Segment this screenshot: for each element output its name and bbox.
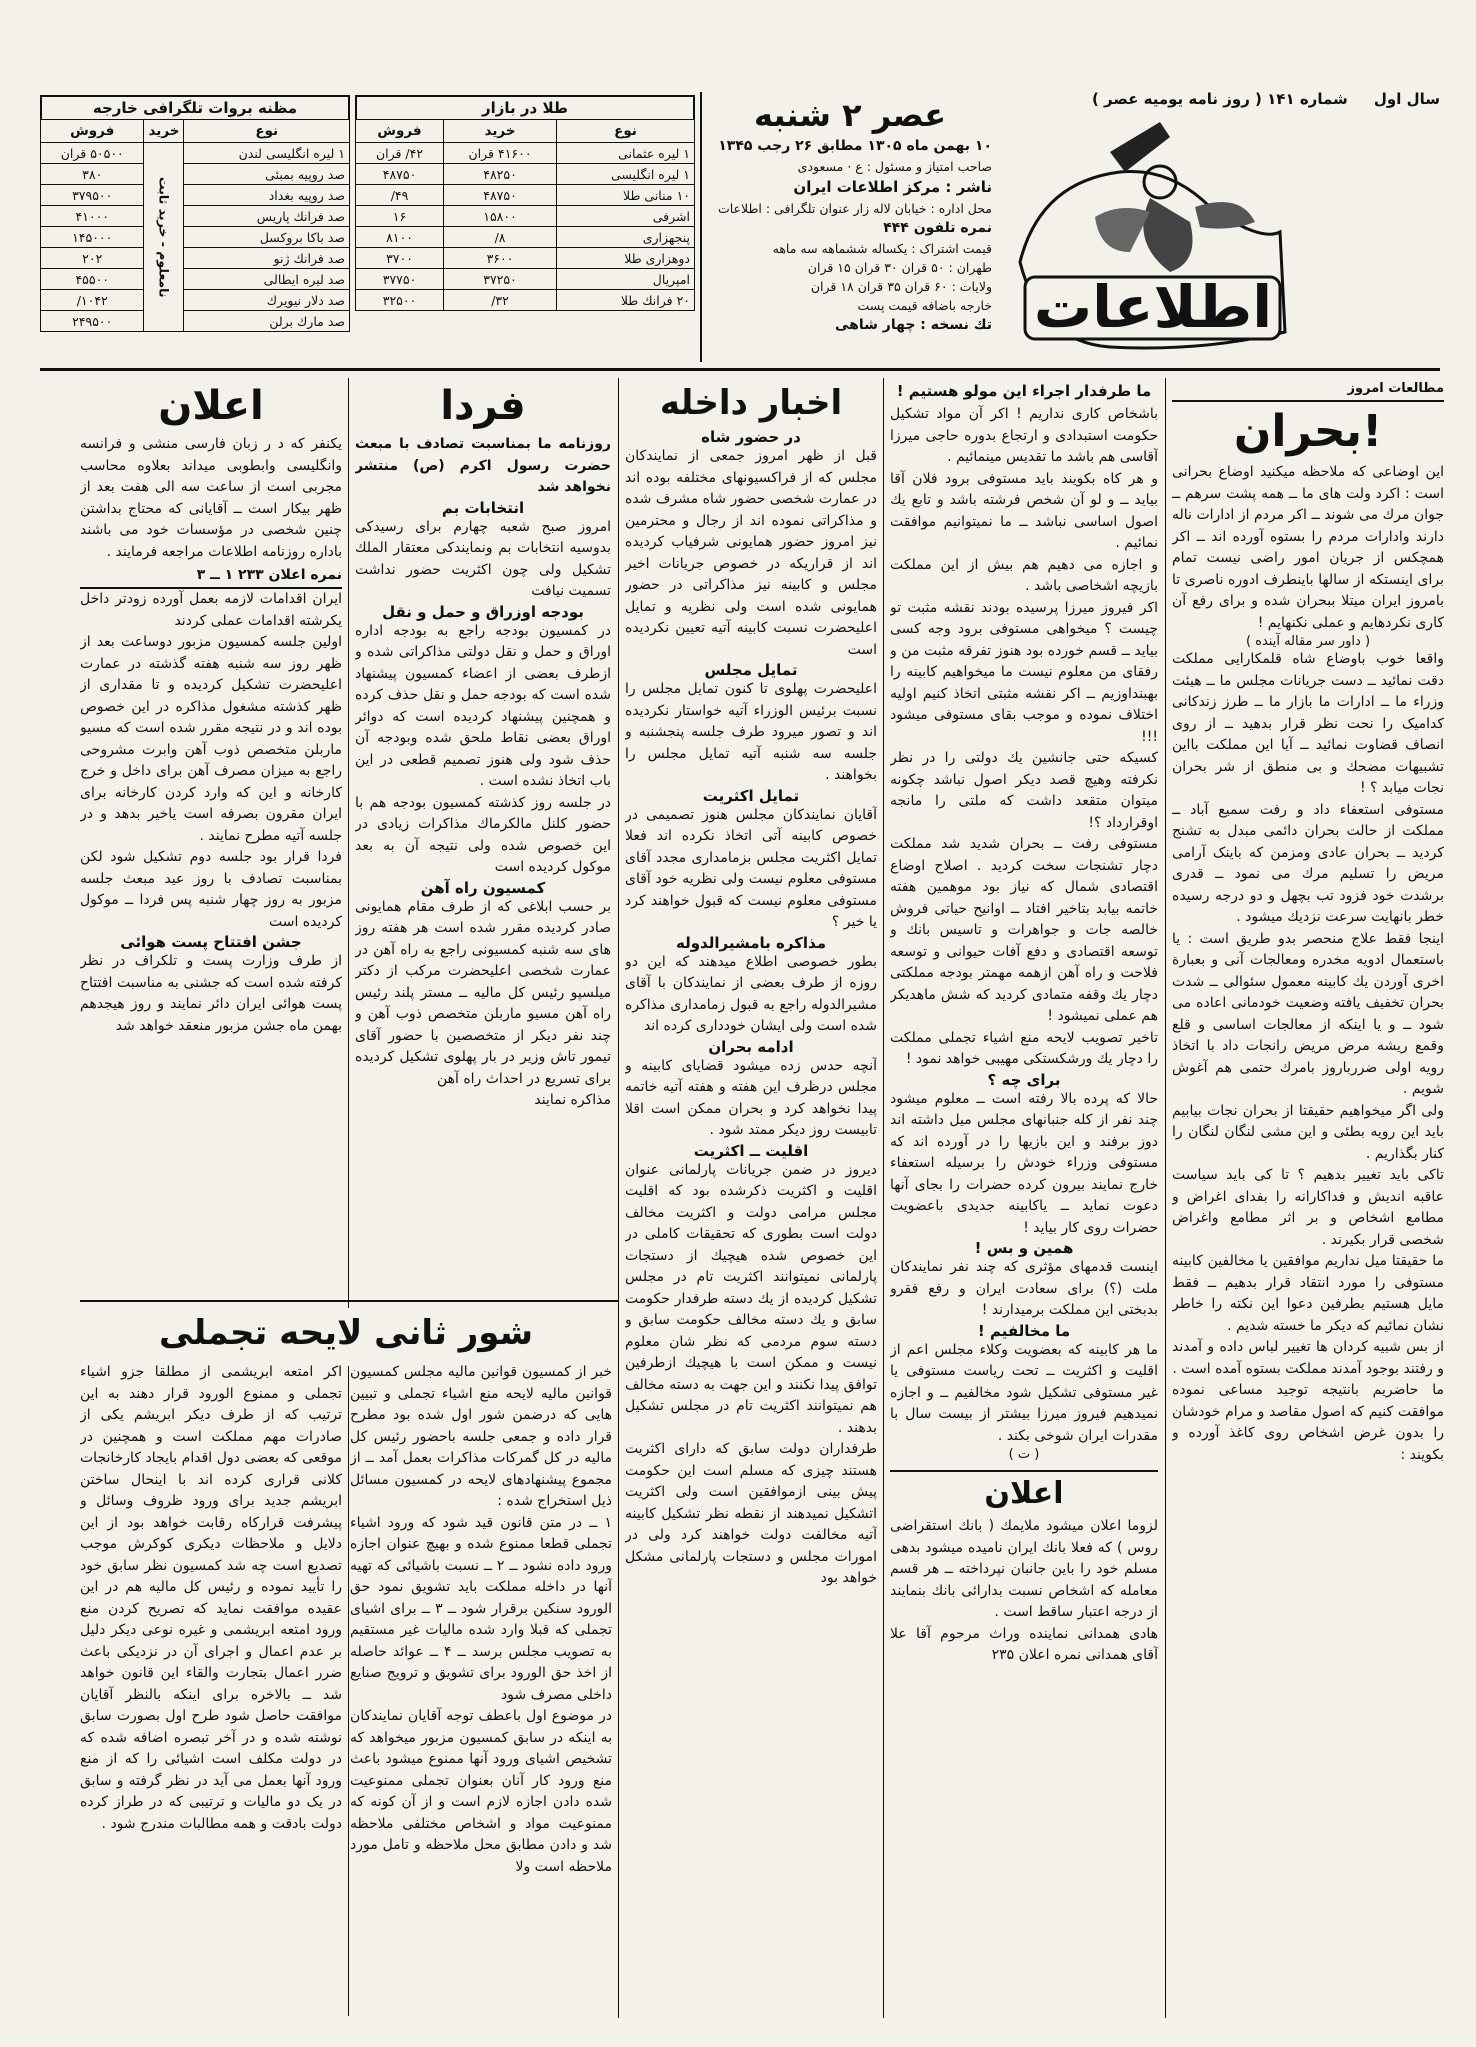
- buy-note: نامعلوم - خرید ثابت: [144, 143, 184, 332]
- table-cell: صد روپیه بمبئی: [184, 164, 350, 185]
- table-cell: ۸۱۰۰: [356, 227, 444, 248]
- table-cell: اشرفی: [557, 206, 695, 227]
- table-cell: ۳۸۰: [41, 164, 144, 185]
- paragraph: در جلسه روز کذشته کمسیون بودجه هم با حضور کلنل مالکرماك مذاکرات زیادی در این خصوص شده ولی نتیجه آن به بعد موکول کردیده است: [355, 794, 611, 875]
- table-row: [41, 248, 350, 269]
- article-title: فردا: [440, 383, 526, 429]
- paragraph: این اوضاعی که ملاحظه میکنید اوضاع بحرانی است : اکرد ولت های ما ــ همه پشت سرهم ــ جوان مرك می شوند ــ اکر مردم از ادارات ناله دارند وادارات مردم را بستوه آورده اند ــ اکر همچکس از جریان امور راضی نیست تمام برای اینستکه از سالها باینطرف ادوره ناصری تا بامروز ایران میتلا ببحران شده و برای رفع آن کاری نکردهایم و عملی نکنهایم !: [1172, 464, 1444, 631]
- col-buy: خرید: [144, 120, 184, 143]
- table-cell: ۴۸۲۵۰: [444, 164, 557, 185]
- paragraph: و اجازه می دهیم هم بیش از این مملکت بازیچه اشخاصی باشد .: [890, 556, 1158, 594]
- table-cell: ۳۲۵۰۰: [356, 290, 444, 311]
- exchange-rates-box: [40, 95, 350, 332]
- gold-price-table: [355, 119, 695, 311]
- table-cell: ۱۶: [356, 206, 444, 227]
- table-cell: ۱۰۴۲/: [41, 290, 144, 311]
- table-row: [41, 206, 350, 227]
- phone-line: نمره تلفون ۴۴۴: [883, 220, 992, 236]
- table-row: [356, 290, 695, 311]
- paragraph: بطور خصوصی اطلاع میدهند که این دو روزه از طرف بعضی از نمایندکان با آقای مشیرالدوله راجع به قبول زمامداری مذاکره شده است ولی ایشان خودداری کرده اند: [625, 953, 877, 1034]
- paragraph: باشخاص کاری نداریم ! اکر آن مواد تشکیل حکومت استبدادی و ارتجاع بدوره حاجی میرزا آقاسی هم باشد ما تقدیس مینمائیم .: [890, 406, 1158, 465]
- paragraph: تاخیر تصویب لایحه منع اشیاء تجملی مملکت را دچار یك ورشکستکی مهیبی خواهد نمود !: [890, 1029, 1158, 1067]
- column-editorial: [890, 378, 1158, 2018]
- table-cell: ۱ لیره انگلیسی لندن: [184, 143, 350, 164]
- table-cell: دوهزاری طلا: [557, 248, 695, 269]
- paragraph: اکر فیروز میرزا پرسیده بودند نقشه مثبت تو چیست ؟ میخواهی مستوفی برود وجه کسی بیاید ــ قسم خورده بود هنوز تفرقه مثبت من و رفقای من معلوم نیست ما میخواهیم کابینه را بهبنداوزیم ــ اکر نقشه مثبتی اتخاذ کنیم اولیه اختلاف نموده و موجب بقای مستوفی میشود !!!: [890, 599, 1158, 745]
- subheading: جشن افتتاح پست هوائی: [120, 933, 302, 951]
- subscription-heading: قیمت اشتراک : یکساله ششماهه سه ماهه: [772, 241, 992, 256]
- table-row: [356, 227, 695, 248]
- ad-box: [890, 1470, 1158, 1667]
- subheading: ما مخالفیم !: [977, 1321, 1071, 1340]
- paragraph: دیروز در ضمن جریانات پارلمانی عنوان اقلیت و اکثریت ذکرشده بود که اقلیت مجلس مرامی دولت و اکثریت مخالف دولت است بطوری که تحقیقات کاملی در این خصوص شده هیچیك از دستجات پارلمانی نمیتوانند اکثریت تام در مجلس تشکیل کردیده از یك دسته طرفدار حکومت سابق و یك دسته مخالف حکومت سابق و دسته سوم مردمی که نظر شان معلوم نیست و ممکن است با هیچیك ازطرفین توافق پیدا نکنند و این جهت به دسته مخالف هم نمیتوانند اکثریت تام در مجلس تشکیل بدهند .: [625, 1161, 877, 1436]
- masthead-top-line: [1020, 90, 1440, 108]
- table-row: [356, 164, 695, 185]
- table-row: [356, 248, 695, 269]
- paragraph: قبل از ظهر امروز جمعی از نمایندکان مجلس که از فراکسیونهای مختلفه بوده اند در عمارت شخصی حضور شاه مشرف شده و مذاکراتی نموده اند از رجال و محترمین نیز امروز حضور همایونی شرفیاب کردیده اند از قراریکه در خصوص جریانات اخیر مجلس و کابینه نیز مذاکراتی در حضور همایونی شده است ولی نظریه و تمایل اعلیحضرت نسبت کابینه آتیه تعیین نکردیده است: [625, 448, 877, 658]
- issue-date: ۱۰ بهمن ماه ۱۳۰۵ مطابق ۲۶ رجب ۱۳۴۵: [718, 138, 992, 154]
- single-copy-price: تك نسخه : چهار شاهی: [834, 317, 992, 333]
- table-row: [41, 311, 350, 332]
- col-type: نوع: [557, 120, 695, 143]
- table-cell: صد لیره ایطالی: [184, 269, 350, 290]
- subheading: ادامه بحران: [708, 1037, 794, 1056]
- paragraph: ما حاضریم بانتیجه توجید مساعی نموده موافقت کنیم که اصول مقاصد و مرام خودشان را بدون غرض اشخاص روی کاغذ آورده و بکویند :: [1172, 1382, 1444, 1463]
- table-row: [356, 143, 695, 164]
- subheading: بودجه اوزراق و حمل و نقل: [382, 602, 584, 621]
- table-row: [41, 143, 350, 164]
- paragraph: در کمسیون بودجه راجع به بودجه اداره اوراق و حمل و نقل دولتی مذاکراتی شده و ازطرف بعضی از اعضاء کمسیون پیشنهاد شده است که بودجه حمل و نقل حذف کرده و همچنین پیشنهاد کردیده است که دوائر اوراق بعضی نقاط ملحق شده وبودجه آن حذف شود ولی هنوز تصمیم قطعی در این باب اتخاذ نشده است .: [355, 622, 611, 789]
- lower-right-column: [350, 1362, 612, 2012]
- table-cell: ۴۱۰۰۰: [41, 206, 144, 227]
- table-row: [41, 227, 350, 248]
- masthead-info: [708, 95, 992, 340]
- paragraph: اینست قدمهای مؤثری که چند نفر نمایندکان ملت (؟) برای سعادت ایران و رفع فقرو بدبختی این مملکت برمیدارند !: [890, 1259, 1158, 1318]
- subheading: مذاکره بامشیرالدوله: [676, 933, 826, 952]
- paragraph: خبر از کمسیون قوانین مالیه مجلس کمسیون قوانین مالیه لایحه منع اشیاء تجملی و تبیین هایی که درضمن شور اول شده بود مطرح قرار داده و جمعی جلسه باحضور رئیس کل مالیه در کل گمرکات مذاکرات بعمل آمد ــ از مجموع پیشنهادهای لایحه در کمسیون مسائل ذیل استخراج شده :: [350, 1364, 612, 1509]
- table-cell: صد مارك برلن: [184, 311, 350, 332]
- table-row: [356, 185, 695, 206]
- year-label: سال اول: [1373, 90, 1440, 108]
- paragraph: آنچه حدس زده میشود قضایای کابینه و مجلس درظرف این هفته و هفته آتیه خاتمه پیدا نخواهد کرد و بحران ممکن است اقلا تابیست روز دیکر ممتد شود .: [625, 1057, 877, 1138]
- issue-label: شماره ۱۴۱ ( روز نامه یومیه عصر ): [1091, 90, 1348, 108]
- table-cell: ۲۰ فرانك طلا: [557, 290, 695, 311]
- paragraph: واقعا خوب باوضاع شاه قلمکارایی مملکت دقت نمائید ــ دست جریانات مجلس ما ــ هیئت وزراء ما ــ ادارات ما بازار ما ــ طرز زندکانی کدامیک را نحت نظر قرار بدهید ــ از روی انصاف قضاوت نمائید ــ آیا این مملکت بااین تشبیهات مضحك و بی منطق از شر بحران نجات میابد ؟ !: [1172, 651, 1444, 796]
- paragraph: در موضوع اول باعطف توجه آقایان نمایندکان به اینکه در سابق کمسیون مزبور میخواهد که تشخیص اشیای ورود آنها ممنوع میشود باعث منع ورود کار آنان بعنوان تجملی ممنوعیت شده دادن اجازه لازم است و از آن کونه که ممنوعیت مواد و اشخاص مختلفی ملاحظه شد و دادن مطابق محل ملاحظه و تامل مورد ملاحظه است ولا: [350, 1708, 612, 1875]
- paragraph: اینجا فقط علاج منحصر بدو طریق است : یا باستعمال ادویه مخدره ومعالجات آنی و بعبارة اخری آوردن یك کابینه معمول سئوالی ــ شدت بحران تخفیف یافته وضعیت خودمانی اعاده می شود ــ و یا اینکه از معالجات اساسی و قلع وقمع ریشه مرض مریض رانجات داد با اتخاذ رویه اولی ضررباروز بامرك حتمی هم آغوش شویم .: [1172, 930, 1444, 1097]
- table-row: [41, 164, 350, 185]
- table-row: [41, 269, 350, 290]
- ad-title: اعلان: [158, 383, 264, 429]
- table-row: [41, 185, 350, 206]
- exchange-table-title: مظنه بروات تلگرافی خارجه: [40, 95, 350, 119]
- col-buy: خرید: [444, 120, 557, 143]
- table-cell: ۳۷۷۵۰: [356, 269, 444, 290]
- subheading: اقلیت ــ اکثریت: [693, 1141, 809, 1160]
- paragraph: تاکی باید تغییر بدهیم ؟ تا کی باید سیاست عاقبه اندیش و فداکارانه را بفدای اغراض و مطامع اشخاص و بر اثر مطامع واغراض شخصی قرار بکیرند .: [1172, 1167, 1444, 1248]
- section-kicker: مطالعات امروز: [1172, 378, 1444, 402]
- article-title: ما طرفدار اجراء این مولو هستیم !: [896, 382, 1152, 400]
- subheading: انتخابات بم: [441, 498, 525, 517]
- edition-title: عصر ۲ شنبه: [753, 96, 947, 134]
- table-cell: ۱۰ منانی طلا: [557, 185, 695, 206]
- paragraph: از طرف وزارت پست و تلکراف در نظر کرفته شده است که جشنی به مناسبت افتتاح پست هوائی ایران دائر نمایند و روز هیجدهم بهمن ماه جشن مزبور منعقد خواهد شد: [80, 953, 342, 1034]
- table-cell: ۱۴۵۰۰۰: [41, 227, 144, 248]
- price-abroad: خارجه باضافه قیمت پست: [857, 298, 992, 313]
- subheading: برای چه ؟: [987, 1070, 1061, 1089]
- subheading: تمایل اکثریت: [702, 786, 800, 805]
- table-cell: ۳۷۲۵۰: [444, 269, 557, 290]
- article-title: شور ثانی لایحه تجملی: [158, 1313, 534, 1353]
- subheading: کمسیون راه آهن: [420, 878, 546, 897]
- paragraph: اکر امتعه ابریشمی از مطلقا جزو اشیاء تجملی و ممنوع الورود قرار دهند به این ترتیب که از طرف دیکر ابریشم یکی از صادرات مهم مملکت است و همچنین در موقعی که بعضی دول اقدام بایجاد کارخانجات کلانی قراری کرده اند با اینحال ساختن ابریشم جدید برای ورود ظروف وسائل و پیشرفت قرارکاه رقابت خواهد بود از این دلایل و ملاحظات دیکری کوکرش موجب تصدیع است چه شد کمسیون نظر سابق خود را تأیید نموده و رئیس کل مالیه هم در این عقیده موافقت نماید که تصریح کردن منع ورود امتعه ابریشمی و غیره نوعی دیکر دلیل بر عدم اعمال و اجرای آن در نزدیکی باعث ضرر اعمال بتجارت والقاء این قانون خواهد شد ــ بالاخره برای اینکه بالنظر آقایان موافقت حاصل شود طرح اول بصورت سابق نوشته شده و در آخر تبصره اضافه شده که در دولت مکلف است اشیائی را که از منع ورود آنها بعمل می آید در نظر گرفته و سابق در یک دو مالیات و ترتیبی که در طراز کرده دولت بادقت و همه مطالبات مندرج شود .: [80, 1364, 342, 1832]
- paragraph: مستوفی رفت ــ بحران شدید شد مملکت دچار تشنجات سخت کردید . اصلاح اوضاع اقتصادی شمال که نیاز بود موهمین هفته خاتمه بیابد بتاخیر افتاد ــ اوانیح حیاتی فروش خالصه جات و جواهرات و تاسیس بانك و توسعه اقتصادی و دفع آفات حیوانی و توسعه فلاحت و راه آهن ازهمه مهمتر بودجه مملکتی دچار یك وقفه متمادی کردید که شش ماهدیکر هم عملی نمیشود !: [890, 836, 1158, 1024]
- table-cell: صد فرانك پاریس: [184, 206, 350, 227]
- table-cell: صد دلار نیویرك: [184, 290, 350, 311]
- subheading: در حضور شاه: [701, 428, 801, 446]
- table-cell: پنجهزاری: [557, 227, 695, 248]
- table-row: [356, 206, 695, 227]
- byline: ( داور سر مقاله آینده ): [1245, 634, 1371, 649]
- table-cell: ۵۰۵۰۰ قران: [41, 143, 144, 164]
- table-cell: صد فرانك ژنو: [184, 248, 350, 269]
- owner-line: صاحب امتیاز و مسئول : ع · مسعودی: [797, 159, 992, 174]
- paragraph: هادی همدانی نماینده وراث مرحوم آقا علا آقای همدانی نمره اعلان ۲۳۵: [890, 1625, 1158, 1663]
- ad-title: اعلان: [984, 1476, 1064, 1511]
- paragraph: و هر کاه بکویند باید مستوفی برود فلان آقا بیاید ــ و لو آن شخص فرشته باشد و تابع یك اصول اساسی نباشد ــ ما نمیتوانیم موافقت نمائیم .: [890, 470, 1158, 551]
- exchange-rate-table: [40, 119, 350, 332]
- gold-table-title: طلا در بازار: [355, 95, 695, 119]
- paragraph: مذاکره نمایند: [534, 1092, 611, 1108]
- table-cell: امپریال: [557, 269, 695, 290]
- table-cell: ۳۷۰۰: [356, 248, 444, 269]
- paragraph: بر حسب ابلاغی که از طرف مقام همایونی صادر کردیده مقرر شده است هر هفته روز های سه شنبه کمسیونی راجع به راه آهن در عمارت شخصی اعلیحضرت مرکب از دکتر میلسپو رئیس کل مالیه ــ مستر پلند رئیس راه آهن مسیو ماربلن متخصص ذوب آهن و چند نفر دیکر از متخصصین با حضور آقای تیمور تاش وزیر در بار پهلوی تشکیل کردیده برای تسریع در احداث راه آهن: [355, 898, 611, 1087]
- subheading: تمایل مجلس: [704, 661, 798, 679]
- table-cell: ۱ لیره عثمانی: [557, 143, 695, 164]
- paragraph: اعلیحضرت پهلوی تا کنون تمایل مجلس را نسبت برئیس الوزراء آتیه خواستار نکردیده اند و تصور میرود طرف جلسه پنجشنبه و جلسه سه شنبه آتیه تمایل مجلس را بخواهند .: [625, 681, 877, 783]
- paragraph: مستوفی استعفاء داد و رفت سمیع آباد ــ مملکت از حالت بحران دائمی مبدل به تشنج کردید ــ بحران عادی ومزمن که باینک آرامی مریض را تسلیم مرك می نمود ــ قدری برشدت خود فزود تب بچهل و دو درجه رسیده خطر بانهایت سرعت نزدیك میشود .: [1172, 801, 1444, 925]
- article-luxury-bill: [80, 1306, 612, 2018]
- column-bohran: [1172, 378, 1444, 2018]
- paragraph: حالا که پرده بالا رفته است ــ معلوم میشود چند نفر از کله جنبانهای مجلس میل داشته اند دوز برفند و این بازیها را در آورده اند که مستوفی وزراء خودش را برسیله استعفاء خارج نمایند بیرون کرده حضرات را بجای آنها دعوت نماید ــ یاکابینه جدیدی باعضویت حضرات روی کار بیاید !: [890, 1090, 1158, 1236]
- table-cell: ۱ لیره انگلیسی: [557, 164, 695, 185]
- paragraph: آقایان نمایندکان مجلس هنوز تصمیمی در خصوص کابینه آتی اتخاذ نکرده اند فعلا تمایل اکثریت مجلس بزمامداری مجدد آقای مستوفی معلوم نیست ولی نظریه خود آقای مستوفی معلوم نیست که قبول خواهند کرد یا خیر ؟: [625, 806, 877, 930]
- paragraph: اولین جلسه کمسیون مزبور دوساعت بعد از ظهر روز سه شنبه هفته گذشته در عمارت اعلیحضرت تشکیل کردیده و تا مقداری از ظهر کذشته مشغول مذاکره در این خصوص بوده اند و در نتیجه مقرر شده است که مسیو ماربلن متخصص ذوب آهن وابرت مشروحی راجع به میزان مصرف آهن برای داخل و خرج کارخانه و این که وارد کردن کارخانه برای ایران مقرون بصرفه است یاخیر بدهد و در جلسه آتیه مطرح نمایند .: [80, 634, 342, 844]
- paragraph: ۱ ــ در متن قانون قید شود که ورود اشیاء تجملی قطعا ممنوع شده و بهیچ عنوان اجازه ورود داده نشود ــ ۲ ــ نسبت باشیائی که تهیه آنها در داخله مملکت باید تشویق نمود حق الورود سنکین برقرار شود ــ ۳ ــ برای اشیای تجملی که قبلا وارد شده مالیات غیر مستقیم به تصویب مجلس برسد ــ ۴ ــ عوائد حاصله از اخذ حق الورود برای تشویق و ترویج صنایع داخلی مصرف شود: [350, 1514, 612, 1703]
- paragraph: از بس شبیه کردان ها تغییر لباس داده و آمدند و رفتند بوجود آمدند مملکت بستوه آمده است .: [1172, 1339, 1444, 1377]
- table-row: [41, 290, 350, 311]
- publisher-line: ناشر : مرکز اطلاعات ایران: [793, 178, 992, 196]
- table-cell: ۴۸۷۵۰: [444, 185, 557, 206]
- paragraph: ما حقیقتا میل نداریم موافقین یا مخالفین کابینه مستوفی را مورد انتقاد قرار بدهیم ــ فقط مایل هستیم بطرفین دعوا این نکته را خاطر نشان نمائیم که دیکر ما خسته شدیم .: [1172, 1253, 1444, 1334]
- signature: ( ت ): [1008, 1447, 1040, 1462]
- column-ads: [80, 378, 342, 1298]
- ad-reference: نمره اعلان ۲۳۳ ۱ ــ ۳: [80, 563, 342, 589]
- table-cell: صد باکا بروکسل: [184, 227, 350, 248]
- gold-market-box: [355, 95, 695, 311]
- paragraph: یکنفر که د ر زبان فارسی منشی و فرانسه وانگلیسی وابطوبی میداند بعلاوه محاسب مجربی است از ساعت سه الی هفت بعد از ظهر بیکار است ــ آقایانی که محتاج بداشتن چنین شخصی در مؤسسات خود می باشند باداره روزنامه اطلاعات مراجعه فرمایند .: [80, 436, 342, 560]
- table-cell: ۱۵۸۰۰: [444, 206, 557, 227]
- col-type: نوع: [184, 120, 350, 143]
- paragraph: ایران اقدامات لازمه بعمل آورده زودتر داخل یکرشته اقدامات عملی کردند: [80, 591, 342, 629]
- table-cell: ۳۲/: [444, 290, 557, 311]
- table-cell: ۴۸۷۵۰: [356, 164, 444, 185]
- table-row: [356, 269, 695, 290]
- table-cell: ۸/: [444, 227, 557, 248]
- table-cell: ۳۷۹۵۰۰: [41, 185, 144, 206]
- subheading: همین و بس !: [974, 1239, 1074, 1257]
- table-cell: ۴۹/: [356, 185, 444, 206]
- col-sell: فروش: [41, 120, 144, 143]
- table-cell: ۲۰۲: [41, 248, 144, 269]
- price-provinces: ولایات : ۶۰ قران ۳۵ قران ۱۸ قران: [810, 279, 992, 294]
- table-cell: ۴۵۵۰۰: [41, 269, 144, 290]
- column-farda: [355, 378, 611, 1298]
- price-tehran: طهران : ۵۰ قران ۳۰ قران ۱۵ قران: [807, 260, 992, 275]
- paragraph: کسیکه حتی جانشین یك دولتی را در نظر نکرفته وهیچ قصد دیکر اصول نباشد چکونه میتوان متقعد داشت که ملتی را مانجه اوقرارداد ؟!: [890, 750, 1158, 831]
- article-title: اخبار داخله: [659, 383, 843, 423]
- paragraph: لزوما اعلان میشود ملایمك ( بانك استقراضی روس ) که فعلا بانك ایران نامیده میشود بدهی مسلم خود را باین جانبان نپرداخته ــ هر قسم معامله که اشخاص نسبت بدارائی بانك بنمایند از درجه اعتبار ساقط است .: [890, 1518, 1158, 1620]
- lower-left-column: [80, 1362, 342, 2012]
- table-cell: ۴۱۶۰۰ قران: [444, 143, 557, 164]
- notice: روزنامه ما بمناسبت تصادف با مبعث حضرت رسول اکرم (ص) منتشر نخواهد شد: [355, 436, 611, 495]
- masthead-logo: [1000, 112, 1300, 362]
- paragraph: امروز صبح شعبه چهارم برای رسیدکی بدوسیه انتخابات بم ونمایندکی معتقار الملك تشکیل ولی چون اکثریت حضور نداشت تسمیت نیافت: [355, 518, 611, 599]
- column-domestic-news: [625, 378, 877, 2018]
- table-cell: صد روپیه بغداد: [184, 185, 350, 206]
- logo-wordmark: اطلاعات: [1033, 273, 1273, 341]
- paragraph: فردا قرار بود جلسه دوم تشکیل شود لکن بمناسبت تصادف با روز عید مبعث جلسه مزبور به روز چهار شنبه پس فردا ــ موکول کردیده است: [80, 849, 342, 930]
- paragraph: ما هر کابینه که بعضویت وکلاء مجلس اعم از اقلیت و اکثریت ــ تحت ریاست مستوفی یا غیر مستوفی تشکیل شود مخالفیم ــ و اجازه نمیدهیم فیروز میرزا بیشتر از بیست سال با مقدرات ایران شوخی بکند .: [890, 1341, 1158, 1444]
- office-line: محل اداره : خیابان لاله زار عنوان تلگرافی : اطلاعات: [717, 201, 992, 216]
- article-title: بحران!: [1233, 406, 1383, 457]
- table-cell: ۲۴۹۵۰۰: [41, 311, 144, 332]
- table-cell: ۳۶۰۰: [444, 248, 557, 269]
- paragraph: طرفداران دولت سابق که دارای اکثریت هستند چیزی که مسلم است این حکومت پیش بینی ازموافقین است ولی اکثریت اتشکیل نمیدهند از نقطه نظر تشکیل کابینه آتیه مخالفت دولت خواهند کرد ولی در امورات مجلس و دستجات پارلمانی مشکل خواهد بود: [625, 1441, 877, 1586]
- paragraph: ولی اگر میخواهیم حقیقتا از بحران نجات بیابیم باید این رویه بطئی و این مشی لنگان لنگان را کنار بگذاریم .: [1172, 1102, 1444, 1162]
- table-cell: ۴۲/ قران: [356, 143, 444, 164]
- col-sell: فروش: [356, 120, 444, 143]
